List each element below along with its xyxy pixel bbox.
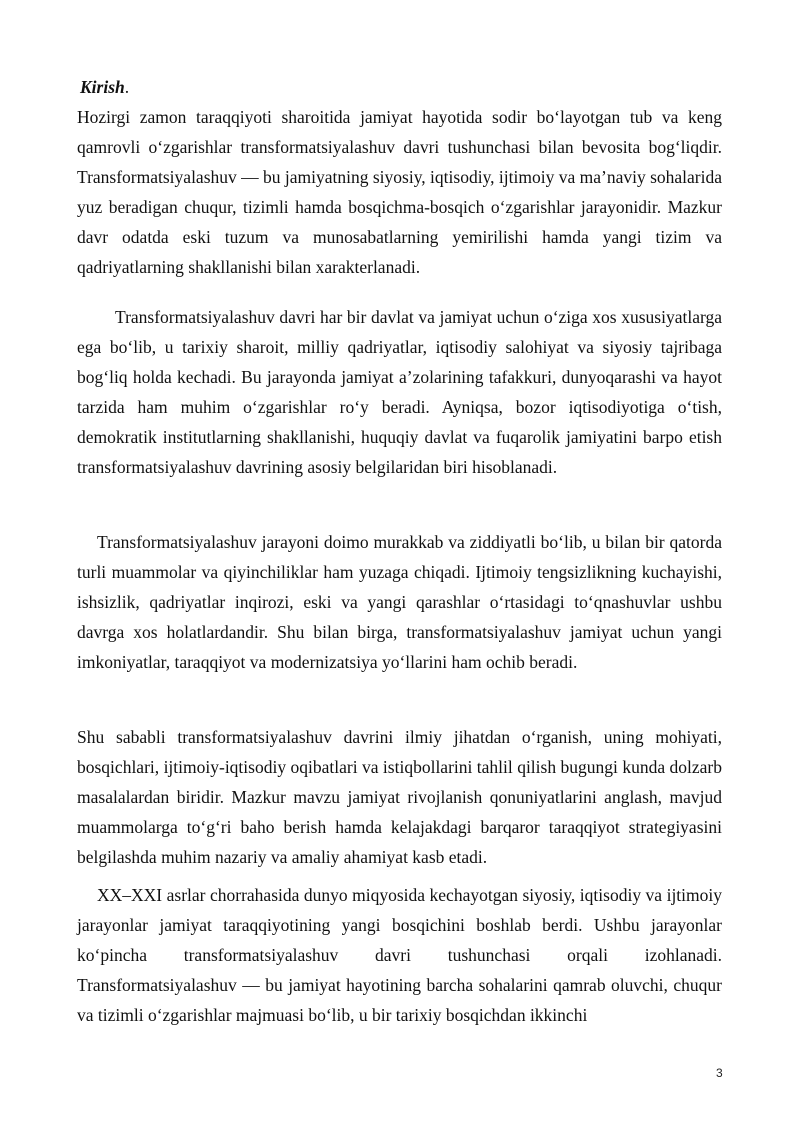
paragraph-relevance: Shu sababli transformatsiyalashuv davrini ilmiy jihatdan oʻrganish, uning mohiyati, bosqichlari, ijtimoiy-iqtisodiy oqibatlari va istiqbollarini tahlil qilish bugungi kunda dolzarb masalalardan biridir. Mazkur mavzu jamiyat rivojlanish qonuniyatlarini anglash, mavjud muammolarga toʻgʻri baho berish hamda kelajakdagi barqaror taraqqiyot strategiyasini belgilashda muhim nazariy va amaliy ahamiyat kasb etadi. (77, 727, 722, 868)
paragraph-context: XX–XXI asrlar chorrahasida dunyo miqyosida kechayotgan siyosiy, iqtisodiy va ijtimoiy jarayonlar jamiyat taraqqiyotining yangi bosqichini boshlab berdi. Ushbu jarayonlar koʻpincha transformatsiyalashuv davri tushunchasi orqali izohlanadi. Transformatsiyalashuv — bu jamiyat hayotining barcha sohalarini qamrab oluvchi, chuqur va tizimli oʻzgarishlar majmuasi boʻlib, u bir tarixiy bosqichdan ikkinchi (77, 885, 722, 1026)
paragraph-intro: Hozirgi zamon taraqqiyoti sharoitida jamiyat hayotida sodir boʻlayotgan tub va keng qamrovli oʻzgarishlar transformatsiyalashuv davri tushunchasi bilan bevosita bogʻliqdir. Transformatsiyalashuv — bu jamiyatning siyosiy, iqtisodiy, ijtimoiy va maʼnaviy sohalarida yuz beradigan chuqur, tizimli hamda bosqichma-bosqich oʻzgarishlar jarayonidir. Mazkur davr odatda eski tuzum va munosabatlarning yemirilishi hamda yangi tizim va qadriyatlarning shakllanishi bilan xarakterlanadi. (77, 107, 722, 278)
section-heading (80, 76, 129, 98)
page-number: 3 (716, 1066, 723, 1080)
section-heading-punctuation: . (124, 77, 130, 97)
section-heading-title: Kirish (80, 77, 125, 97)
paragraph-features: Transformatsiyalashuv davri har bir davlat va jamiyat uchun oʻziga xos xususiyatlarga ega boʻlib, u tarixiy sharoit, milliy qadriyatlar, iqtisodiy salohiyat va siyosiy tajribaga bogʻliq holda kechadi. Bu jarayonda jamiyat aʼzolarining tafakkuri, dunyoqarashi va hayot tarzida ham muhim oʻzgarishlar roʻy beradi. Ayniqsa, bozor iqtisodiyotiga oʻtish, demokratik institutlarning shakllanishi, huquqiy davlat va fuqarolik jamiyatini barpo etish transformatsiyalashuv davrining asosiy belgilaridan biri hisoblanadi. (77, 307, 722, 478)
paragraph-challenges: Transformatsiyalashuv jarayoni doimo murakkab va ziddiyatli boʻlib, u bilan bir qatorda turli muammolar va qiyinchiliklar ham yuzaga chiqadi. Ijtimoiy tengsizlikning kuchayishi, ishsizlik, qadriyatlar inqirozi, eski va yangi qarashlar oʻrtasidagi toʻqnashuvlar ushbu davrga xos holatlardandir. Shu bilan birga, transformatsiyalashuv jamiyat uchun yangi imkoniyatlar, taraqqiyot va modernizatsiya yoʻllarini ham ochib beradi. (77, 532, 722, 673)
